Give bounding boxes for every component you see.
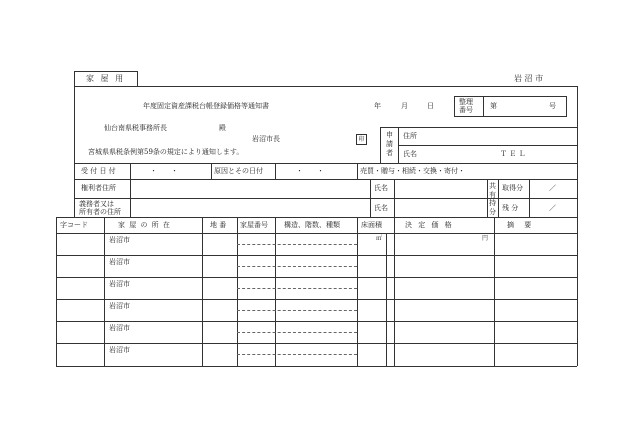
remaining-share-slash: ／ bbox=[549, 204, 556, 212]
sender: 岩沼市長 bbox=[252, 135, 280, 143]
obligor-name-label: 氏名 bbox=[374, 204, 388, 212]
form-type-label: 家 屋 用 bbox=[86, 74, 126, 83]
receipt-div-4 bbox=[357, 163, 358, 179]
applicant-name-label: 氏名 bbox=[403, 150, 417, 158]
recipient: 仙台南県税事務所長 bbox=[104, 124, 167, 132]
header-structure: 構造、階数、種類 bbox=[284, 221, 340, 229]
header-house-number: 家屋番号 bbox=[240, 221, 268, 229]
receipt-div-1 bbox=[130, 163, 131, 179]
row-5-location: 岩沼市 bbox=[109, 324, 130, 332]
row-5-line bbox=[56, 343, 577, 344]
cause-date-label: 原因とその日付 bbox=[214, 167, 263, 175]
header-code: 字コード bbox=[60, 221, 88, 229]
table-top-extension bbox=[56, 217, 74, 218]
applicant-label: 申 請 者 bbox=[386, 131, 393, 157]
holder-row-bottom bbox=[74, 217, 577, 218]
row-4-location: 岩沼市 bbox=[109, 302, 130, 310]
date-month: 月 bbox=[401, 102, 408, 110]
holder-name-value-divider bbox=[394, 179, 395, 217]
row-2-dash bbox=[237, 266, 357, 267]
remaining-share-label: 残 分 bbox=[502, 204, 519, 212]
header-summary: 摘 要 bbox=[507, 221, 536, 229]
ref-no-prefix: 第 bbox=[490, 102, 497, 110]
ref-number-label bbox=[459, 98, 473, 114]
ref-label-2: 番号 bbox=[459, 106, 473, 114]
holder-label-divider bbox=[130, 179, 131, 217]
form-title: 年度固定資産課税台帳登録価格等通知書 bbox=[143, 102, 269, 110]
header-rule bbox=[138, 86, 578, 87]
header-location: 家 屋 の 所 在 bbox=[118, 221, 171, 229]
holder-name-label: 氏名 bbox=[374, 184, 388, 192]
applicant-tel: Ｔ Ｅ Ｌ bbox=[500, 150, 526, 158]
row-1-dash bbox=[237, 244, 357, 245]
share-label-divider bbox=[529, 179, 530, 217]
receipt-date-value: ・ ・ bbox=[150, 167, 178, 175]
row-4-dash bbox=[237, 310, 357, 311]
acquired-share-slash: ／ bbox=[549, 184, 556, 192]
date-day: 日 bbox=[427, 102, 434, 110]
receipt-div-3 bbox=[275, 163, 276, 179]
coowner-label-divider bbox=[498, 179, 499, 217]
applicant-mid-rule bbox=[398, 145, 577, 146]
recipient-honorific: 殿 bbox=[219, 124, 226, 132]
cause-date-value: ・ ・ bbox=[296, 167, 324, 175]
holder-row-divider bbox=[74, 198, 577, 199]
date-year: 年 bbox=[374, 102, 381, 110]
receipt-date-label: 受 付 日 付 bbox=[81, 167, 116, 175]
applicant-top-rule bbox=[380, 127, 577, 128]
obligor-label: 義務者又は 所有者の住所 bbox=[79, 200, 121, 216]
table-bottom bbox=[56, 366, 577, 367]
rights-holder-label: 権利者住所 bbox=[81, 184, 116, 192]
cause-options: 売買・贈与・相続・交換・寄付・ bbox=[360, 167, 465, 175]
unit-yen: 円 bbox=[482, 235, 489, 242]
row-2-line bbox=[56, 277, 577, 278]
city-name-top: 岩 沼 市 bbox=[514, 74, 544, 83]
header-value: 決 定 価 格 bbox=[405, 221, 454, 229]
receipt-row-bottom bbox=[74, 179, 577, 180]
holder-name-divider bbox=[370, 179, 371, 217]
ref-no-suffix: 号 bbox=[549, 102, 556, 110]
ref-label-1: 整理 bbox=[459, 98, 473, 106]
acquired-share-label: 取得分 bbox=[502, 184, 523, 192]
receipt-div-2 bbox=[211, 163, 212, 179]
coowner-left-divider bbox=[487, 179, 488, 217]
row-6-location: 岩沼市 bbox=[109, 346, 130, 354]
applicant-address-label: 住所 bbox=[403, 132, 417, 140]
row-4-line bbox=[56, 321, 577, 322]
ref-number-divider bbox=[483, 96, 484, 117]
notice-text: 宮城県県税条例第59条の規定により通知します。 bbox=[88, 148, 244, 156]
unit-square-meter: ㎡ bbox=[376, 235, 383, 242]
header-lot: 地 番 bbox=[210, 221, 227, 229]
frame-right bbox=[577, 87, 578, 366]
receipt-row-top bbox=[74, 163, 577, 164]
applicant-left-rule bbox=[380, 127, 381, 163]
header-floor-area: 床面積 bbox=[361, 221, 382, 229]
seal-mark: 印 bbox=[356, 134, 367, 145]
row-5-dash bbox=[237, 332, 357, 333]
row-1-location: 岩沼市 bbox=[109, 236, 130, 244]
table-header-bottom bbox=[56, 233, 577, 234]
row-3-line bbox=[56, 299, 577, 300]
coowner-label: 共 有 持 分 bbox=[489, 182, 496, 216]
row-3-location: 岩沼市 bbox=[109, 280, 130, 288]
row-2-location: 岩沼市 bbox=[109, 258, 130, 266]
row-6-dash bbox=[237, 354, 357, 355]
row-3-dash bbox=[237, 288, 357, 289]
row-1-line bbox=[56, 255, 577, 256]
